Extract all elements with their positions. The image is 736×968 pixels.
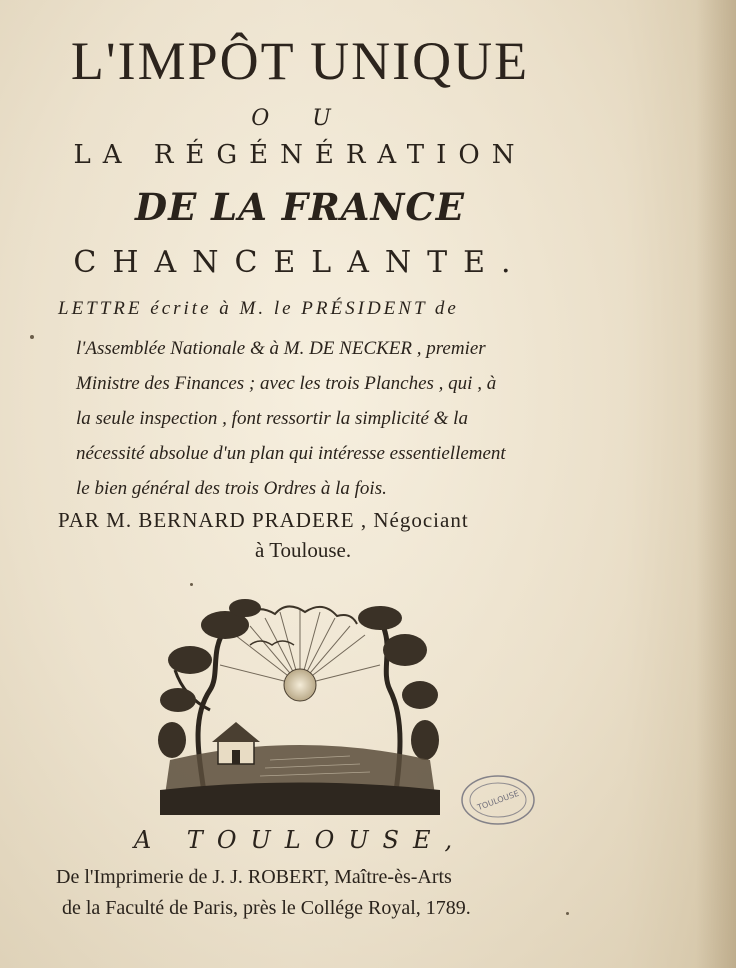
subtitle-line-1: LA RÉGÉNÉRATION [73, 140, 527, 170]
stamp-text: TOULOUSE [476, 788, 521, 813]
subtitle-line-3: CHANCELANTE. [73, 245, 527, 280]
ink-speck [30, 335, 34, 339]
ink-speck [190, 583, 193, 586]
library-stamp [458, 772, 538, 828]
letter-line-4: la seule inspection , font ressortir la simplicité & la [76, 408, 468, 429]
letter-line-1: LETTRE écrite à M. le PRÉSIDENT de [58, 298, 459, 319]
imprint-printer: De l'Imprimerie de J. J. ROBERT, Maître-ès-Arts [56, 866, 452, 888]
letter-line-2: l'Assemblée Nationale & à M. DE NECKER , premier [76, 338, 486, 359]
page-edge-shadow [696, 0, 736, 968]
main-title: L'IMPÔT UNIQUE [70, 31, 530, 91]
subtitle-line-2: DE LA FRANCE [135, 185, 465, 229]
engraved-vignette-illustration [150, 590, 445, 815]
letter-line-6: le bien général des trois Ordres à la fois. [76, 478, 387, 499]
author-location: à Toulouse. [255, 538, 352, 562]
ink-speck [566, 912, 569, 915]
author-line: PAR M. BERNARD PRADERE , Négociant [58, 508, 469, 532]
letter-line-5: nécessité absolue d'un plan qui intéresse essentiellement [76, 443, 506, 464]
imprint-city: A TOULOUSE, [133, 826, 467, 854]
title-conjunction: O U [251, 106, 349, 131]
imprint-address: de la Faculté de Paris, près le Collége Royal, 1789. [62, 897, 471, 919]
letter-line-3: Ministre des Finances ; avec les trois Planches , qui , à [76, 373, 497, 394]
